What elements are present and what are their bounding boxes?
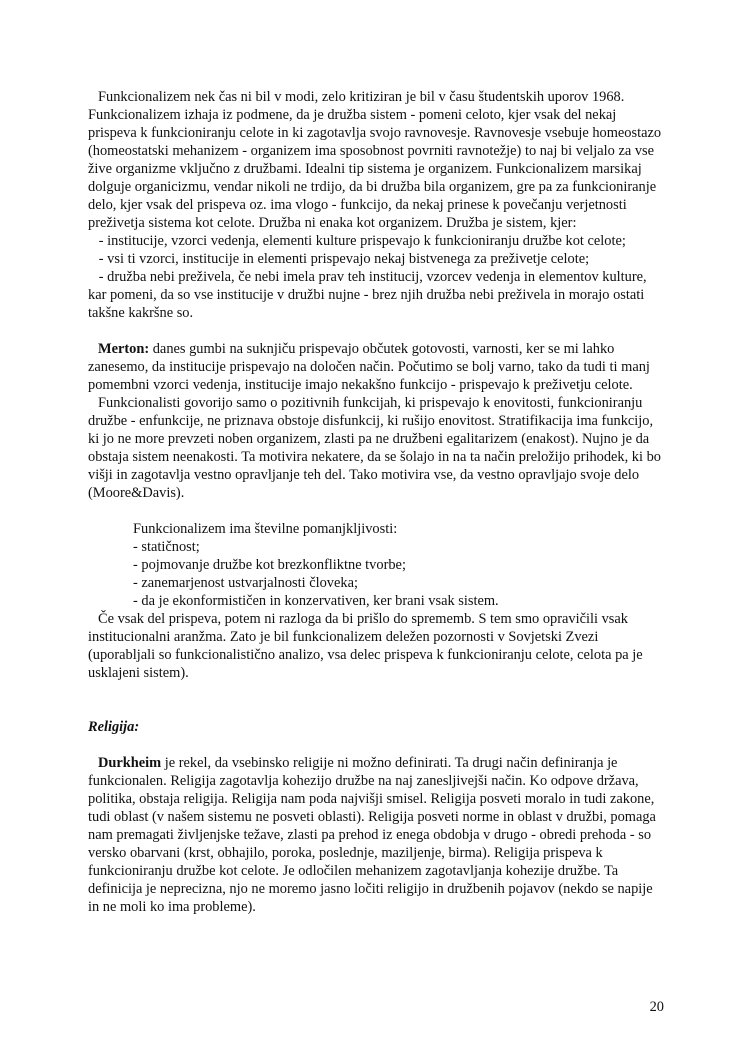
paragraph-durkheim: Durkheim je rekel, da vsebinsko religije ni možno definirati. Ta drugi način definiranja je funkcionalen. Religija zagotavlja kohezijo družbe na naj zanesljivejši način. Ko odpove država, politika, obstaja religija. Religija nam poda najvišji smisel. Religija posveti moralo in tudi zakone, tudi oblast (v našem sistemu ne posveti oblasti). Religija posveti norme in oblast v družbi, pomaga nam premagati življenjske težave, zlasti pa prehod iz enega obdobja v drugo - obredi prehoda - so versko obarvani (krst, obhajilo, poroka, poslednje, maziljenje, birma). Religija prispeva k funkcioniranju družbe kot celote. Je odločilen mehanizem zagotavljanja kohezije družbe. Ta definicija je neprecizna, njo ne moremo jasno ločiti religijo in družbenih pojavov (nekdo se napije in ne moli ko ima probleme). xyxy=(88,755,656,915)
durkheim-label: Durkheim xyxy=(98,755,162,771)
list-item: - pojmovanje družbe kot brezkonfliktne tvorbe; xyxy=(133,557,406,573)
paragraph-merton: Merton: danes gumbi na suknjiču prispevajo občutek gotovosti, varnosti, ker se mi lahko zanesemo, da institucije prispevajo na določen način. Počutimo se bolj varno, tako da tudi ti manj pomembni vzorci vedenja, institucije imajo nekakšno funkcijo - prispevajo k preživetju celote. xyxy=(88,341,650,393)
paragraph-functionalists: Funkcionalisti govorijo samo o pozitivnih funkcijah, ki prispevajo k enovitosti, funkcioniranju družbe - enfunkcije, ne priznava obstoje disfunkcij, ki rušijo enovitost. Stratifikacija ima funkcijo, ki jo ne more prevzeti noben organizem, zlasti pa ne družbeni egalitarizem (enakost). Nujno je da obstaja sistem neenakosti. Ta motivira nekatere, da se šolajo in na ta način preložijo prihodek, ki bo višji in zagotavlja vestno opravljanje teh del. Tako motivira vse, da vestno opravljajo svoje delo (Moore&Davis). xyxy=(88,395,661,501)
shortcomings-title: Funkcionalizem ima številne pomanjkljivosti: xyxy=(133,521,398,537)
list-item: - vsi ti vzorci, institucije in elementi prispevajo nekaj bistvenega za preživetje celote; xyxy=(98,251,590,267)
list-item: - da je ekonformističen in konzervativen, ker brani vsak sistem. xyxy=(133,593,499,609)
page-number: 20 xyxy=(649,999,664,1015)
section-heading-religion: Religija: xyxy=(88,719,140,735)
paragraph-functionalism-intro: Funkcionalizem nek čas ni bil v modi, zelo kritiziran je bil v času študentskih uporov 1968. Funkcionalizem izhaja iz podmene, da je družba sistem - pomeni celoto, kjer vsak del nekaj prispeva k funkcioniranju celote in ki zagotavlja svojo ravnovesje. Ravnovesje vsebuje homeostazo (homeostatski mehanizem - organizem ima sposobnost povrniti ravnotežje) to naj bi veljalo za vse žive organizme vključno z družbami. Idealni tip sistema je organizem. Funkcionalizem marsikaj dolguje organicizmu, vendar nikoli ne trdijo, da bi družba bila organizem, gre pa za funkcioniranje delo, kjer vsak del prispeva oz. ima vlogo - funkcijo, da nekaj prinese k povečanju verjetnosti preživetja sistema kot celote. Družba ni enaka kot organizem. Družba je sistem, kjer: xyxy=(88,89,662,231)
list-item: - institucije, vzorci vedenja, elementi kulture prispevajo k funkcioniranju družbe kot celote; xyxy=(98,233,626,249)
list-item: - zanemarjenost ustvarjalnosti človeka; xyxy=(133,575,358,591)
shortcomings-list xyxy=(133,520,664,610)
merton-label: Merton: xyxy=(98,341,150,357)
paragraph-soviet: Če vsak del prispeva, potem ni razloga da bi prišlo do sprememb. S tem smo opravičili vsak institucionalni aranžma. Zato je bil funkcionalizem deležen pozornosti v Sovjetski Zvezi (uporabljali so funkcionalistično analizo, vsa delec prispeva k funkcioniranju celote, celota pa je usklajeni sistem). xyxy=(88,611,643,681)
list-item: - statičnost; xyxy=(133,539,200,555)
document-page xyxy=(88,88,664,916)
list-item: - družba nebi preživela, če nebi imela prav teh institucij, vzorcev vedenja in elementov kulture, kar pomeni, da so vse institucije v družbi nujne - brez njih družba nebi preživela in morajo ostati takšne kakršne so. xyxy=(88,269,647,321)
